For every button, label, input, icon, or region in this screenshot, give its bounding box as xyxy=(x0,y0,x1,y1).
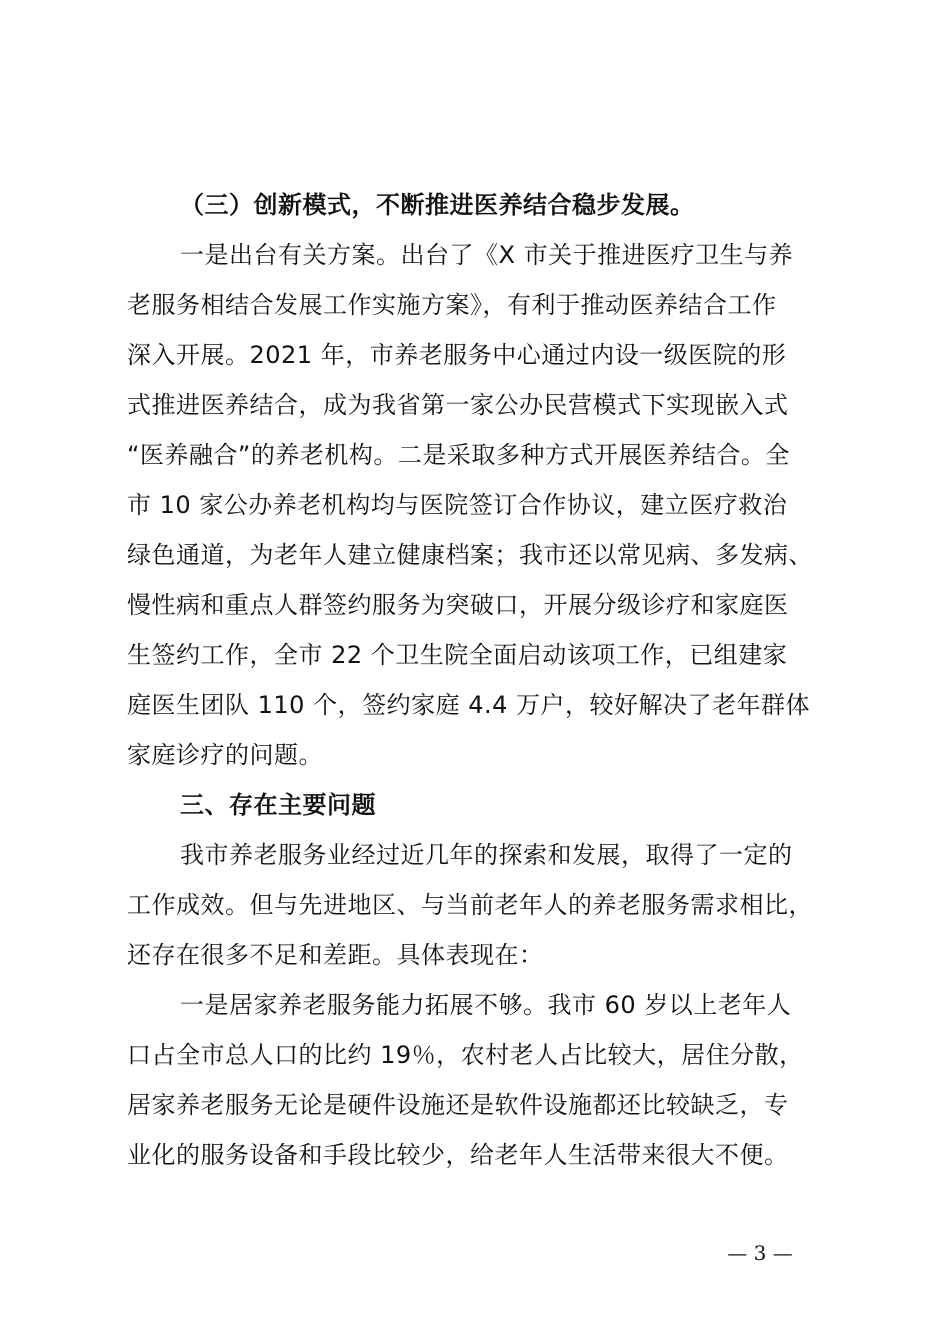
paragraph-line: 一是居家养老服务能力拓展不够。我市 60 岁以上老年人 xyxy=(180,991,792,1019)
paragraph-line: 慢性病和重点人群签约服务为突破口，开展分级诊疗和家庭医 xyxy=(127,591,789,619)
paragraph-line: 式推进医养结合，成为我省第一家公办民营模式下实现嵌入式 xyxy=(127,391,789,419)
chapter-heading: 三、存在主要问题 xyxy=(180,791,376,819)
paragraph-line: 深入开展。2021 年，市养老服务中心通过内设一级医院的形 xyxy=(127,341,787,369)
section-heading: （三）创新模式，不断推进医养结合稳步发展。 xyxy=(180,191,695,219)
paragraph-line: 生签约工作，全市 22 个卫生院全面启动该项工作，已组建家 xyxy=(127,641,788,669)
paragraph-line: 市 10 家公办养老机构均与医院签订合作协议，建立医疗救治 xyxy=(127,491,788,519)
paragraph-line: 老服务相结合发展工作实施方案》，有利于推动医养结合工作 xyxy=(127,291,777,319)
paragraph-line: 口占全市总人口的比约 19％，农村老人占比较大，居住分散， xyxy=(127,1041,804,1069)
paragraph-line: 我市养老服务业经过近几年的探索和发展，取得了一定的 xyxy=(180,841,793,869)
paragraph-line: 居家养老服务无论是硬件设施还是软件设施都还比较缺乏，专 xyxy=(127,1091,789,1119)
page-number: — 3 — xyxy=(727,1241,793,1265)
paragraph-line: 还存在很多不足和差距。具体表现在： xyxy=(127,941,544,969)
paragraph-line: “医养融合”的养老机构。二是采取多种方式开展医养结合。全 xyxy=(127,441,790,469)
paragraph-line: 绿色通道，为老年人建立健康档案；我市还以常见病、多发病、 xyxy=(127,541,813,569)
paragraph-line: 工作成效。但与先进地区、与当前老年人的养老服务需求相比， xyxy=(127,891,813,919)
paragraph-line: 家庭诊疗的问题。 xyxy=(127,741,323,769)
paragraph-line: 庭医生团队 110 个，签约家庭 4.4 万户，较好解决了老年群体 xyxy=(127,691,810,719)
paragraph-line: 业化的服务设备和手段比较少，给老年人生活带来很大不便。 xyxy=(127,1141,789,1169)
paragraph-line: 一是出台有关方案。出台了《X 市关于推进医疗卫生与养 xyxy=(180,241,794,269)
